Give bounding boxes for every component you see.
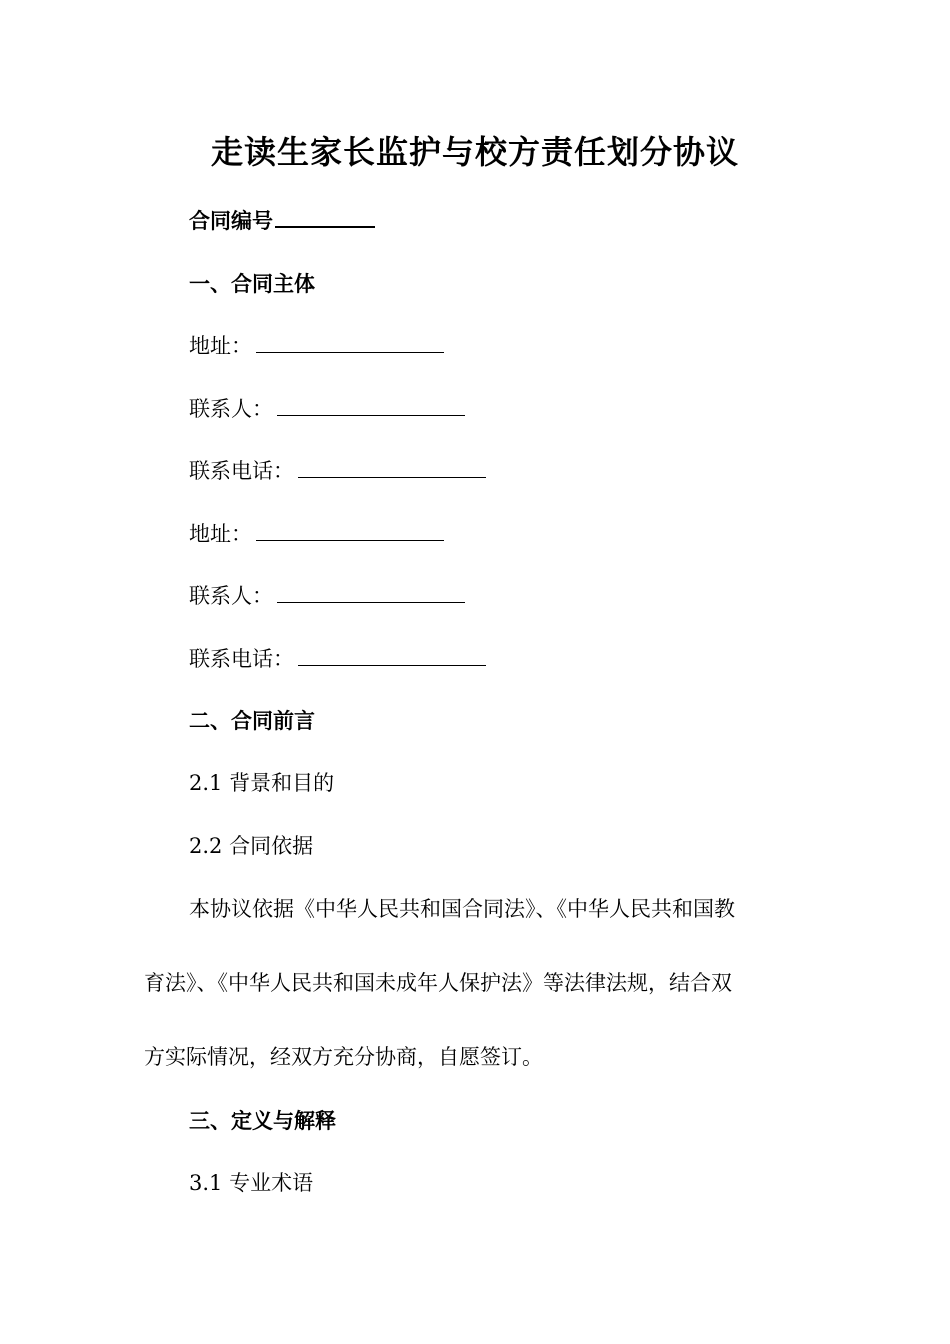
item-3-1: 3.1 专业术语 xyxy=(189,1171,314,1195)
party-b-address-label: 地址： xyxy=(189,522,252,546)
party-a-address-row xyxy=(189,330,444,362)
party-a-address-blank xyxy=(256,332,444,353)
contract-number-row xyxy=(189,205,375,237)
party-b-phone-label: 联系电话： xyxy=(189,647,294,671)
section-2-heading: 二、合同前言 xyxy=(189,709,315,733)
document-title: 走读生家长监护与校方责任划分协议 xyxy=(210,133,739,171)
party-a-address-label: 地址： xyxy=(189,334,252,358)
item-2-1: 2.1 背景和目的 xyxy=(189,771,335,795)
party-b-contact-blank xyxy=(277,582,465,603)
contract-number-blank xyxy=(275,206,375,228)
item-2-2: 2.2 合同依据 xyxy=(189,834,314,858)
party-b-phone-row xyxy=(189,643,486,675)
party-b-address-row xyxy=(189,518,444,550)
party-a-phone-label: 联系电话： xyxy=(189,459,294,483)
contract-number-label: 合同编号 xyxy=(189,209,273,233)
party-a-contact-label: 联系人： xyxy=(189,397,273,421)
party-a-contact-blank xyxy=(277,395,465,416)
party-a-contact-row xyxy=(189,393,465,425)
party-b-contact-row xyxy=(189,580,465,612)
section-3-heading: 三、定义与解释 xyxy=(189,1109,336,1133)
party-a-phone-row xyxy=(189,455,486,487)
party-b-address-blank xyxy=(256,520,444,541)
basis-paragraph-line-2: 育法》、《中华人民共和国未成年人保护法》等法律法规，结合双 xyxy=(144,971,732,995)
section-1-heading: 一、合同主体 xyxy=(189,272,315,296)
basis-paragraph-line-1: 本协议依据《中华人民共和国合同法》、《中华人民共和国教 xyxy=(189,897,735,921)
party-a-phone-blank xyxy=(298,457,486,478)
party-b-contact-label: 联系人： xyxy=(189,584,273,608)
party-b-phone-blank xyxy=(298,645,486,666)
basis-paragraph-line-3: 方实际情况，经双方充分协商，自愿签订。 xyxy=(144,1045,543,1069)
